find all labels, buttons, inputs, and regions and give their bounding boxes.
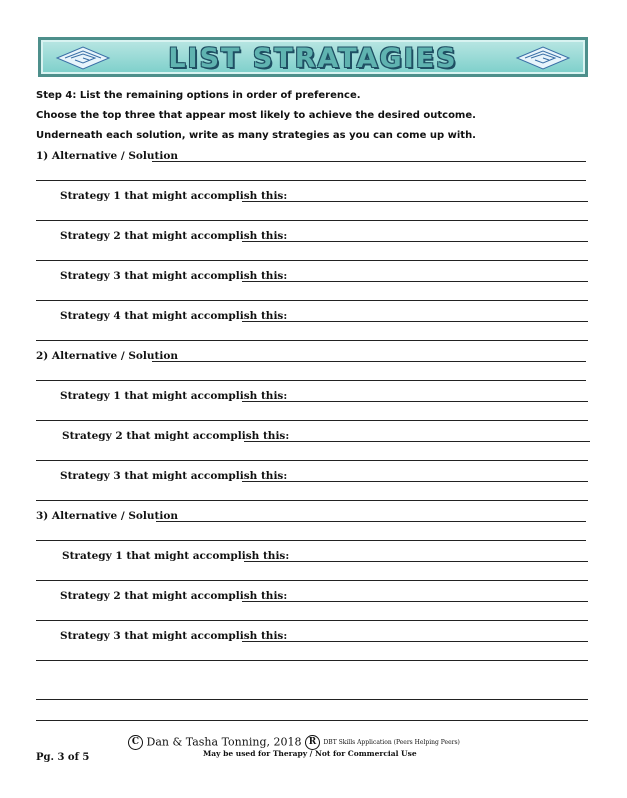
strategy-label: Strategy 2 that might accomplish this: [60,230,288,242]
strategy-label: Strategy 2 that might accomplish this: [62,430,290,442]
section-heading: 2) Alternative / Solution [36,350,179,362]
answer-line[interactable] [36,620,588,621]
page-number: Pg. 3 of 5 [36,752,90,763]
instruction-step: Step 4: List the remaining options in order of preference. [36,90,361,101]
app-name: DBT Skills Application (Peers Helping Peers) [323,739,460,746]
answer-line[interactable] [36,220,588,221]
strategy-label: Strategy 1 that might accomplish this: [60,390,288,402]
answer-line[interactable] [242,641,588,642]
strategy-label: Strategy 4 that might accomplish this: [60,310,288,322]
answer-line[interactable] [242,281,588,282]
copyright-line [128,735,460,750]
usage-note: May be used for Therapy / Not for Commercial Use [203,749,417,758]
answer-line[interactable] [152,361,586,362]
instruction-choose: Choose the top three that appear most likely to achieve the desired outcome. [36,110,476,121]
instruction-underneath: Underneath each solution, write as many strategies as you can come up with. [36,130,476,141]
answer-line[interactable] [36,300,588,301]
answer-line[interactable] [156,521,586,522]
strategy-label: Strategy 2 that might accomplish this: [60,590,288,602]
strategy-label: Strategy 1 that might accomplish this: [62,550,290,562]
section-heading: 3) Alternative / Solution [36,510,179,522]
answer-line[interactable] [36,699,588,700]
answer-line[interactable] [36,380,586,381]
copyright-icon: C [128,735,143,750]
answer-line[interactable] [36,540,586,541]
answer-line[interactable] [242,201,588,202]
strategy-label: Strategy 3 that might accomplish this: [60,470,288,482]
answer-line[interactable] [242,481,588,482]
answer-line[interactable] [242,241,588,242]
strategy-label: Strategy 1 that might accomplish this: [60,190,288,202]
answer-line[interactable] [36,660,588,661]
answer-line[interactable] [36,420,588,421]
maze-icon [513,45,573,71]
strategy-label: Strategy 3 that might accomplish this: [60,630,288,642]
registered-icon: R [305,735,320,750]
answer-line[interactable] [36,340,588,341]
answer-line[interactable] [36,580,588,581]
title-banner [38,37,588,77]
answer-line[interactable] [244,441,590,442]
answer-line[interactable] [152,161,586,162]
answer-line[interactable] [36,180,586,181]
answer-line[interactable] [242,601,588,602]
authors: Dan & Tasha Tonning, 2018 [146,735,302,749]
answer-line[interactable] [36,460,588,461]
answer-line[interactable] [242,321,588,322]
answer-line[interactable] [36,260,588,261]
answer-line[interactable] [36,720,588,721]
section-heading: 1) Alternative / Solution [36,150,179,162]
strategy-label: Strategy 3 that might accomplish this: [60,270,288,282]
answer-line[interactable] [36,500,588,501]
answer-line[interactable] [242,401,588,402]
page-title: LIST STRATAGIES [168,43,458,74]
answer-line[interactable] [244,561,588,562]
